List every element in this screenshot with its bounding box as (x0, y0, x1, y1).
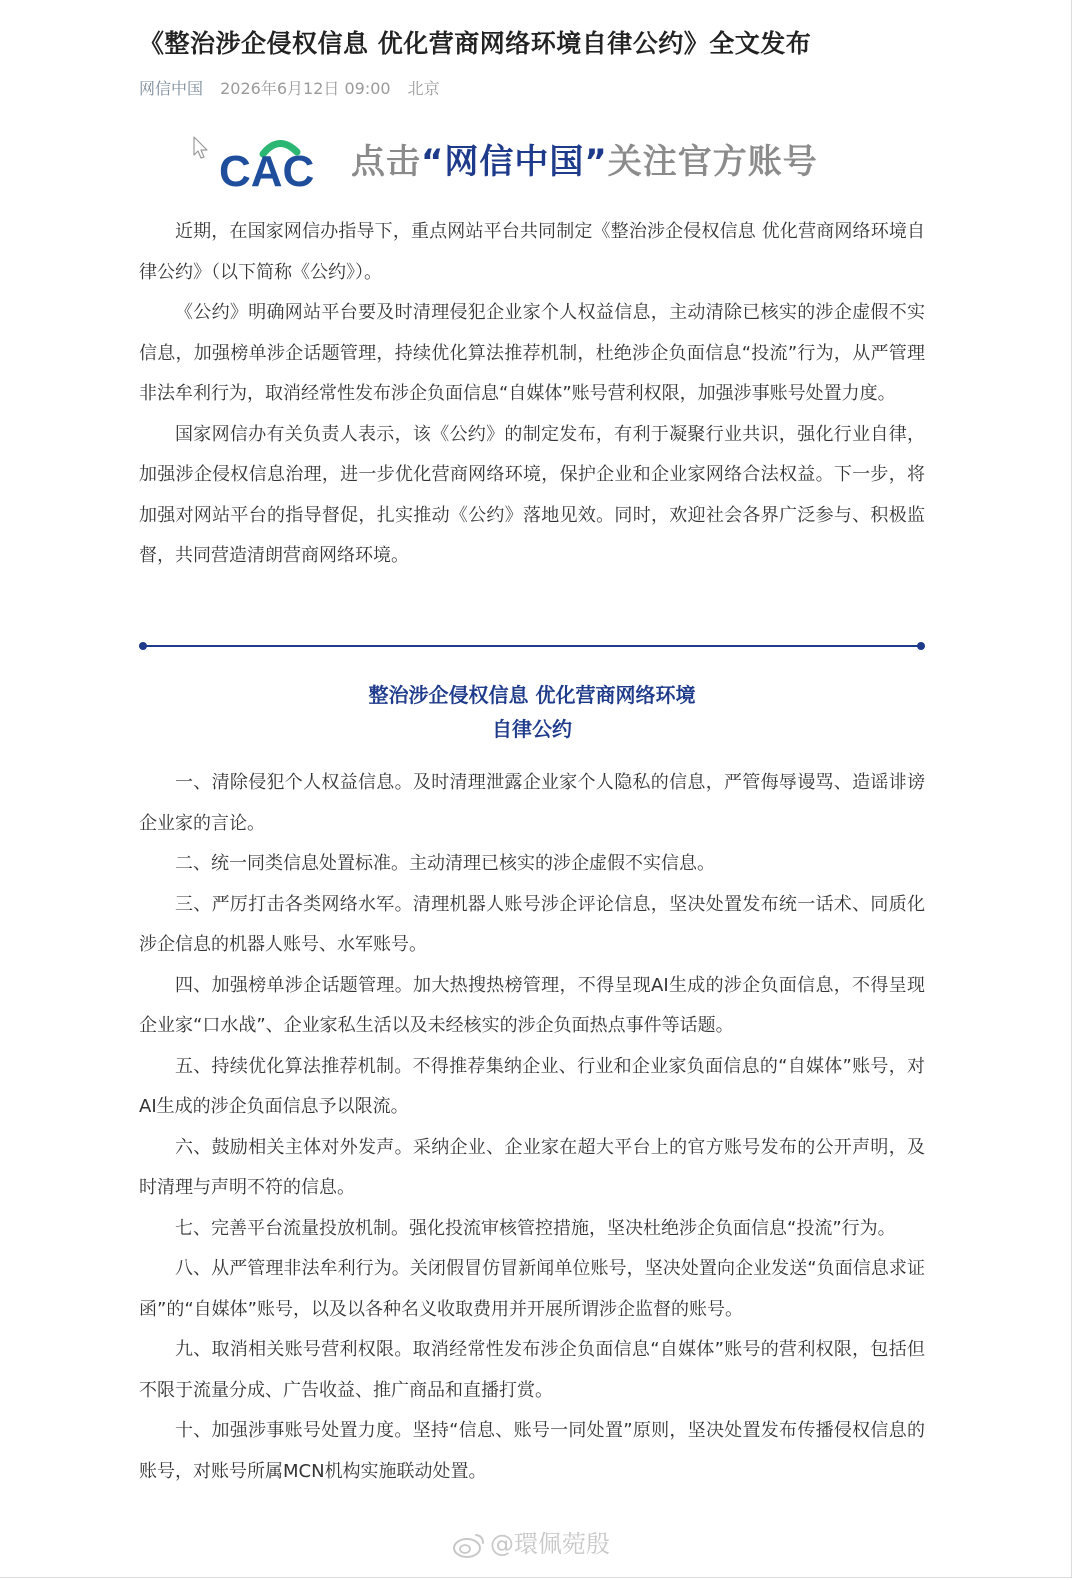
article-title: 《整治涉企侵权信息 优化营商网络环境自律公约》全文发布 (139, 29, 812, 58)
article-source-link[interactable]: 网信中国 (139, 79, 204, 98)
publish-time: 2026年6月12日 09:00 (220, 79, 391, 98)
convention-article: 十、加强涉事账号处置力度。坚持“信息、账号一同处置”原则，坚决处置发布传播侵权信息的账号，对账号所属MCN机构实施联动处置。 (139, 1420, 925, 1482)
intro-body (139, 212, 925, 577)
cta-suffix: 关注官方账号 (607, 142, 818, 182)
intro-paragraph: 《公约》明确网站平台要及时清理侵犯企业家个人权益信息，主动清除已核实的涉企虚假不实信息，加强榜单涉企话题管理，持续优化算法推荐机制，杜绝涉企负面信息“投流”行为，从严管理非法牟利行为，取消经常性发布涉企负面信息“自媒体”账号营利权限，加强涉事账号处置力度。 (139, 302, 925, 404)
convention-article: 六、鼓励相关主体对外发声。采纳企业、企业家在超大平台上的官方账号发布的公开声明，及时清理与声明不符的信息。 (139, 1136, 925, 1198)
convention-article: 二、统一同类信息处置标准。主动清理已核实的涉企虚假不实信息。 (175, 853, 715, 874)
convention-article: 四、加强榜单涉企话题管理。加大热搜热榜管理，不得呈现AI生成的涉企负面信息，不得呈现企业家“口水战”、企业家私生活以及未经核实的涉企负面热点事件等话题。 (139, 974, 925, 1036)
weibo-watermark (452, 1524, 610, 1560)
convention-articles (139, 763, 925, 1492)
convention-title-line1: 整治涉企侵权信息 优化营商网络环境 (368, 683, 696, 707)
divider-dot-right (917, 642, 925, 650)
convention-article: 九、取消相关账号营利权限。取消经常性发布涉企负面信息“自媒体”账号的营利权限，包括但不限于流量分成、广告收益、推广商品和直播打赏。 (139, 1339, 925, 1401)
article-meta (139, 76, 440, 99)
watermark-handle: @環佩菀殷 (490, 1530, 610, 1558)
divider-line (143, 645, 921, 647)
section-divider (139, 642, 925, 650)
convention-article: 五、持续优化算法推荐机制。不得推荐集纳企业、行业和企业家负面信息的“自媒体”账号，对AI生成的涉企负面信息予以限流。 (139, 1055, 925, 1117)
follow-banner[interactable] (169, 128, 869, 192)
cta-prefix: 点击 (351, 142, 421, 182)
intro-paragraph: 近期，在国家网信办指导下，重点网站平台共同制定《整治涉企侵权信息 优化营商网络环境自律公约》（以下简称《公约》）。 (139, 221, 925, 283)
follow-cta (351, 134, 818, 183)
convention-article: 一、清除侵犯个人权益信息。及时清理泄露企业家个人隐私的信息，严管侮辱谩骂、造谣诽谤企业家的言论。 (139, 772, 925, 834)
cac-logo-icon (219, 134, 339, 190)
cac-logo-text: CAC (219, 147, 315, 190)
intro-paragraph: 国家网信办有关负责人表示，该《公约》的制定发布，有利于凝聚行业共识，强化行业自律，加强涉企侵权信息治理，进一步优化营商网络环境，保护企业和企业家网络合法权益。下一步，将加强对网站平台的指导督促，扎实推动《公约》落地见效。同时，欢迎社会各界广泛参与、积极监督，共同营造清朗营商网络环境。 (139, 423, 925, 566)
convention-article: 三、严厉打击各类网络水军。清理机器人账号涉企评论信息，坚决处置发布统一话术、同质化涉企信息的机器人账号、水军账号。 (139, 893, 925, 955)
convention-article: 七、完善平台流量投放机制。强化投流审核管控措施，坚决杜绝涉企负面信息“投流”行为。 (175, 1217, 896, 1239)
weibo-logo-icon (452, 1531, 486, 1559)
convention-title (139, 678, 925, 746)
divider-dot-left (139, 642, 147, 650)
convention-title-line2: 自律公约 (492, 717, 572, 741)
convention-article: 八、从严管理非法牟利行为。关闭假冒仿冒新闻单位账号，坚决处置向企业发送“负面信息求证函”的“自媒体”账号，以及以各种名义收取费用并开展所谓涉企监督的账号。 (139, 1258, 925, 1320)
mouse-cursor-icon (193, 136, 209, 160)
publish-location: 北京 (407, 79, 440, 98)
cta-account-name: “网信中国” (421, 142, 608, 182)
